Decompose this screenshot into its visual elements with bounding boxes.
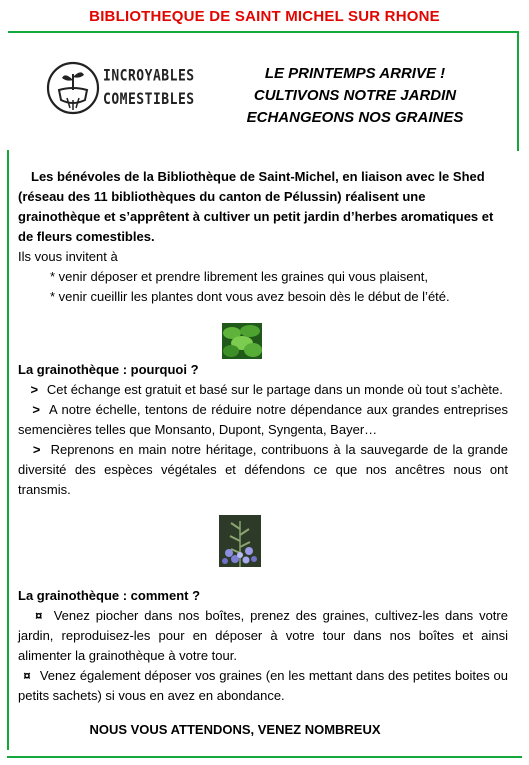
- pourquoi-section: [18, 360, 508, 500]
- comment-item-text: Venez également déposer vos graines (en les mettant dans des petites boites ou petits sachets) si vous en avez en abondance.: [18, 668, 508, 703]
- headline-line-3: ECHANGEONS NOS GRAINES: [246, 109, 464, 126]
- frame-right-border: [517, 31, 519, 151]
- comment-item-text: Venez piocher dans nos boîtes, prenez des graines, cultivez-les dans votre jardin, reproduisez-les pour en déposer à votre tour dans nos boîtes et ainsi alimenter la grainothèque à votre tour.: [18, 608, 508, 663]
- logo-line-1: INCROYABLES: [103, 66, 195, 86]
- library-title: BIBLIOTHEQUE DE SAINT MICHEL SUR RHONE: [89, 8, 440, 25]
- comment-item: [18, 606, 508, 666]
- chevron-bullet-icon: >: [32, 442, 41, 457]
- pourquoi-item-text: Cet échange est gratuit et basé sur le partage dans un monde où tout s’achète.: [46, 382, 503, 397]
- headline-line-2: CULTIVONS NOTRE JARDIN: [253, 87, 457, 104]
- logo-wordmark: [103, 64, 195, 112]
- pourquoi-item: [18, 440, 508, 500]
- rosemary-flowers-image: [219, 515, 261, 567]
- intro-invite: Ils vous invitent à: [18, 249, 118, 264]
- comment-title: La grainothèque : comment ?: [18, 588, 201, 603]
- footer-call-to-action: NOUS VOUS ATTENDONS, VENEZ NOMBREUX: [89, 722, 381, 737]
- frame-left-border: [7, 150, 9, 750]
- chevron-bullet-icon: >: [32, 402, 40, 417]
- pourquoi-title: La grainothèque : pourquoi ?: [18, 362, 199, 377]
- headline-line-1: LE PRINTEMPS ARRIVE !: [264, 65, 446, 82]
- frame-bottom-border: [7, 756, 522, 758]
- pourquoi-item-text: Reprenons en main notre héritage, contribuons à la sauvegarde de la grande diversité des espèces végétales et défendons ce que nos ancêtres nous ont transmis.: [18, 442, 508, 497]
- rosemary-flowers-icon: [219, 515, 261, 567]
- frame-top-border: [8, 31, 519, 33]
- intro-list-item: * venir déposer et prendre librement les graines qui vous plaisent,: [50, 269, 428, 284]
- logo-line-2: COMESTIBLES: [103, 90, 195, 109]
- pourquoi-item: [18, 380, 508, 400]
- intro-section: [18, 167, 508, 307]
- logo-emblem-icon: [45, 60, 101, 116]
- chevron-bullet-icon: >: [30, 382, 39, 397]
- headline: [210, 63, 500, 129]
- comment-section: [18, 586, 508, 706]
- herb-leaves-icon: [222, 323, 262, 359]
- incroyables-comestibles-logo: [45, 58, 195, 118]
- intro-paragraph: Les bénévoles de la Bibliothèque de Saint-Michel, en liaison avec le Shed (réseau des 11 bibliothèques du canton de Pélussin) réalisent une grainothèque et s’apprêtent à cultiver un petit jardin d’herbes aromatiques et de fleurs comestibles.: [18, 169, 494, 244]
- currency-bullet-icon: ¤: [35, 608, 43, 623]
- intro-list-item: * venir cueillir les plantes dont vous avez besoin dès le début de l’été.: [50, 289, 450, 304]
- pourquoi-item: [18, 400, 508, 440]
- herb-leaves-image: [222, 323, 262, 359]
- currency-bullet-icon: ¤: [23, 668, 31, 683]
- comment-item: [18, 666, 508, 706]
- pourquoi-item-text: A notre échelle, tentons de réduire notre dépendance aux grandes entreprises semencières telles que Monsanto, Dupont, Syngenta, Bayer…: [18, 402, 508, 437]
